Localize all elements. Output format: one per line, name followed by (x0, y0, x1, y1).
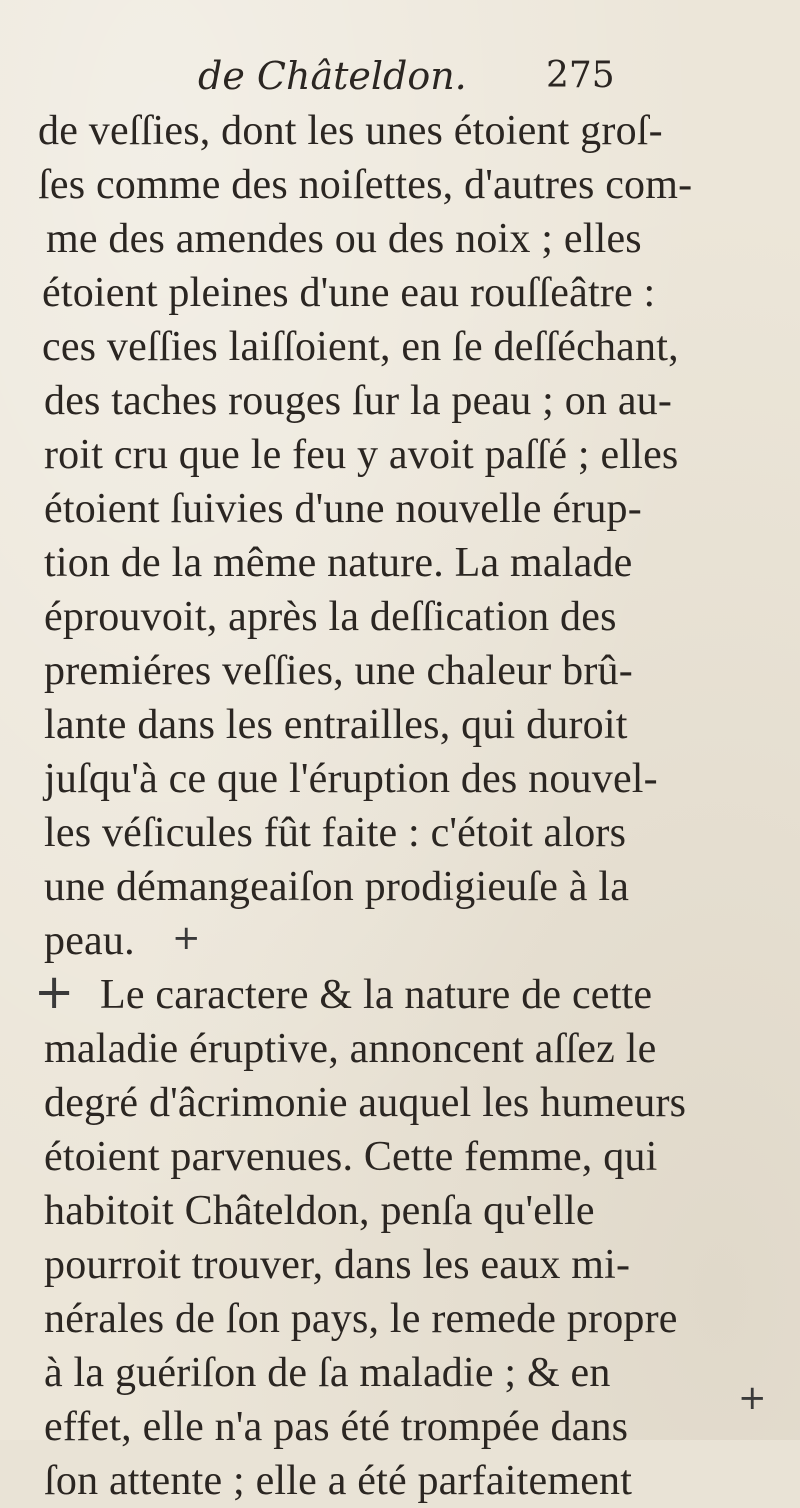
text-line: tion de la même nature. La malade (44, 540, 633, 586)
text-line: habitoit Châteldon, penſa qu'elle (44, 1188, 595, 1234)
text-line: roit cru que le feu y avoit paſſé ; elles (44, 432, 679, 478)
cross-mark-after-peau: + (172, 918, 201, 958)
text-line: me des amendes ou des noix ; elles (46, 216, 642, 262)
text-line: étoient pleines d'une eau rouſſeâtre : (42, 270, 656, 316)
text-line: ces veſſies laiſſoient, en ſe deſſéchant, (42, 324, 679, 370)
text-line: à la guériſon de ſa maladie ; & en (44, 1350, 611, 1396)
text-line: lante dans les entrailles, qui duroit (44, 702, 628, 748)
text-line: ſes comme des noiſettes, d'autres com- (38, 162, 693, 208)
page-number: 275 (546, 55, 615, 96)
text-line: peau. (44, 918, 135, 964)
text-line: premiéres veſſies, une chaleur brû- (44, 648, 633, 694)
running-head: de Châteldon. (198, 54, 467, 98)
text-line: juſqu'à ce que l'éruption des nouvel- (44, 756, 658, 802)
cross-mark-margin-left: + (34, 964, 75, 1020)
text-line: maladie éruptive, annoncent aſſez le (44, 1026, 657, 1072)
page-header (198, 52, 615, 108)
text-line: pourroit trouver, dans les eaux mi- (44, 1242, 631, 1288)
cross-mark-margin-right: + (738, 1378, 767, 1418)
text-line: étoient ſuivies d'une nouvelle érup- (44, 486, 642, 532)
text-line: une démangeaiſon prodigieuſe à la (44, 864, 630, 910)
text-line: nérales de ſon pays, le remede propre (44, 1296, 678, 1342)
text-line: les véſicules fût faite : c'étoit alors (44, 810, 627, 856)
text-line: étoient parvenues. Cette femme, qui (44, 1134, 658, 1180)
text-line: degré d'âcrimonie auquel les humeurs (44, 1080, 687, 1126)
text-line: effet, elle n'a pas été trompée dans (44, 1404, 629, 1450)
text-line: de veſſies, dont les unes étoient groſ- (38, 108, 663, 154)
text-line: éprouvoit, après la deſſication des (44, 594, 617, 640)
text-line: des taches rouges ſur la peau ; on au- (44, 378, 673, 424)
text-line: Le caractere & la nature de cette (100, 972, 653, 1018)
text-line: ſon attente ; elle a été parfaitement (44, 1458, 633, 1504)
